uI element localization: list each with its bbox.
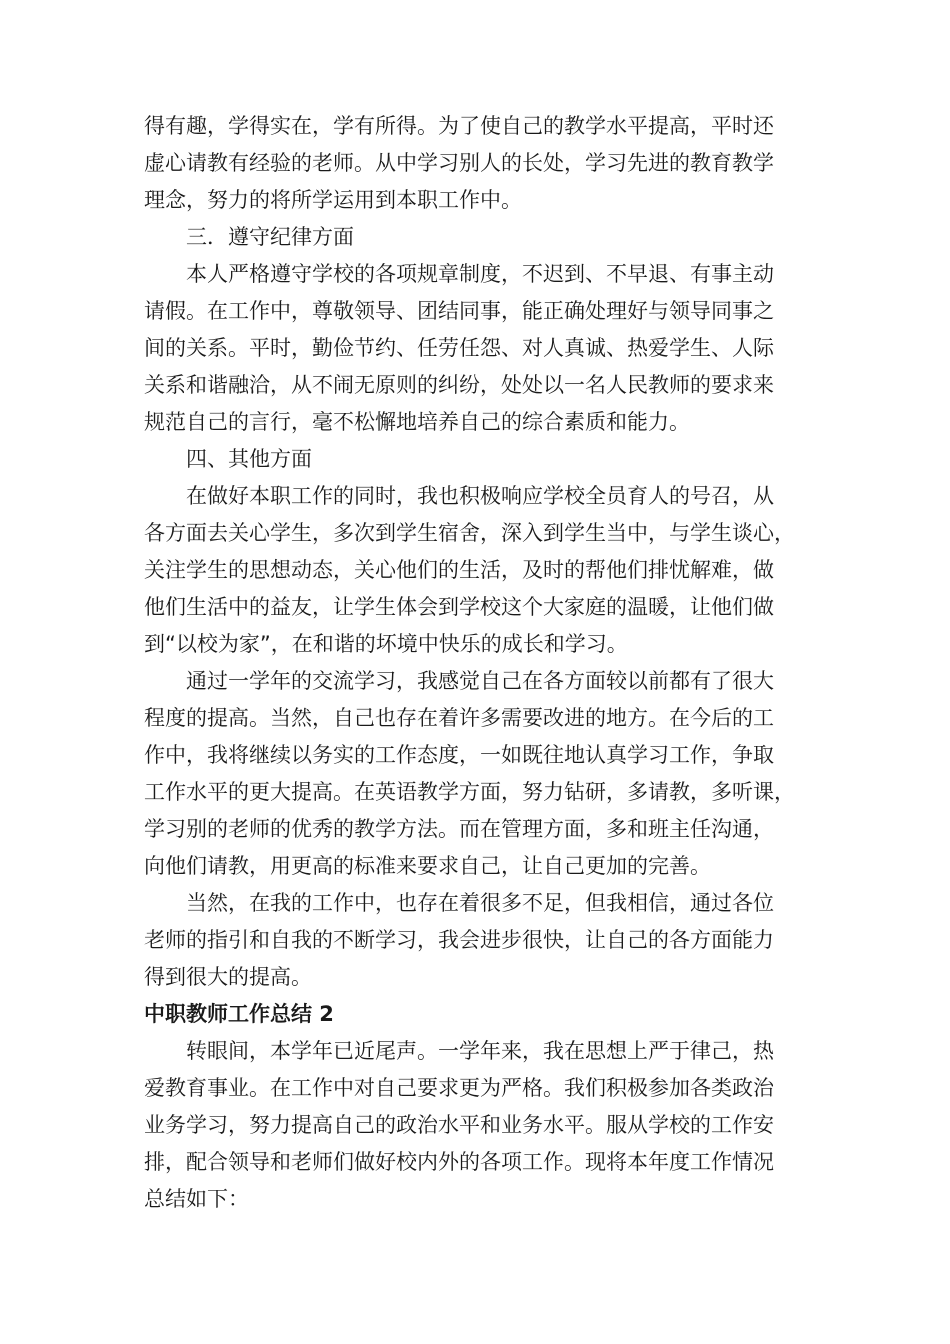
text-line: 学习别的老师的优秀的教学方法。而在管理方面，多和班主任沟通， xyxy=(144,817,774,841)
text-line: 当然，在我的工作中，也存在着很多不足，但我相信，通过各位 xyxy=(186,891,774,915)
text-line: 关系和谐融洽，从不闹无原则的纠纷，处处以一名人民教师的要求来 xyxy=(144,373,774,397)
text-line: 通过一学年的交流学习，我感觉自己在各方面较以前都有了很大 xyxy=(186,669,774,693)
text-line: 工作水平的更大提高。在英语教学方面，努力钻研，多请教，多听课， xyxy=(144,780,795,804)
text-line: 他们生活中的益友，让学生体会到学校这个大家庭的温暖，让他们做 xyxy=(144,595,774,619)
text-line: 三．遵守纪律方面 xyxy=(186,225,354,249)
text-line: 关注学生的思想动态，关心他们的生活，及时的帮他们排忧解难，做 xyxy=(144,558,774,582)
text-line: 老师的指引和自我的不断学习，我会进步很快，让自己的各方面能力 xyxy=(144,928,774,952)
text-line: 四、其他方面 xyxy=(186,447,312,471)
text-line: 到“以校为家”，在和谐的坏境中快乐的成长和学习。 xyxy=(144,632,628,656)
text-line: 排，配合领导和老师们做好校内外的各项工作。现将本年度工作情况 xyxy=(144,1150,774,1174)
text-line: 虚心请教有经验的老师。从中学习别人的长处，学习先进的教育教学 xyxy=(144,151,774,175)
text-line: 间的关系。平时，勤俭节约、任劳任怨、对人真诚、热爱学生、人际 xyxy=(144,336,774,360)
section-heading: 中职教师工作总结 2 xyxy=(144,1002,334,1026)
text-line: 理念，努力的将所学运用到本职工作中。 xyxy=(144,188,522,212)
text-line: 程度的提高。当然，自己也存在着许多需要改进的地方。在今后的工 xyxy=(144,706,774,730)
text-line: 作中，我将继续以务实的工作态度，一如既往地认真学习工作，争取 xyxy=(144,743,774,767)
text-line: 得有趣，学得实在，学有所得。为了使自己的教学水平提高，平时还 xyxy=(144,114,774,138)
text-line: 在做好本职工作的同时，我也积极响应学校全员育人的号召，从 xyxy=(186,484,774,508)
text-line: 请假。在工作中，尊敬领导、团结同事，能正确处理好与领导同事之 xyxy=(144,299,774,323)
text-line: 规范自己的言行，毫不松懈地培养自己的综合素质和能力。 xyxy=(144,410,690,434)
text-line: 业务学习，努力提高自己的政治水平和业务水平。服从学校的工作安 xyxy=(144,1113,774,1137)
text-line: 得到很大的提高。 xyxy=(144,965,312,989)
document-page xyxy=(144,108,834,1218)
text-line: 转眼间，本学年已近尾声。一学年来，我在思想上严于律己，热 xyxy=(186,1039,774,1063)
text-line: 总结如下： xyxy=(144,1187,249,1211)
text-line: 各方面去关心学生，多次到学生宿舍，深入到学生当中，与学生谈心， xyxy=(144,521,795,545)
text-line: 本人严格遵守学校的各项规章制度，不迟到、不早退、有事主动 xyxy=(186,262,774,286)
text-line: 向他们请教，用更高的标准来要求自己，让自己更加的完善。 xyxy=(144,854,711,878)
text-line: 爱教育事业。在工作中对自己要求更为严格。我们积极参加各类政治 xyxy=(144,1076,774,1100)
